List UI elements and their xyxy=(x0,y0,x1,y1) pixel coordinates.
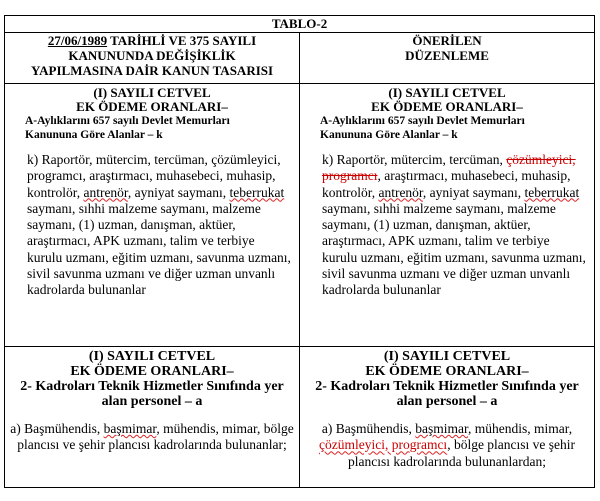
left-cell-section2 xyxy=(5,347,300,488)
section2-left-body: a) Başmühendis, başmimar, mühendis, mimar, bölge plancısı ve şehir plancısı kadrolarında bulunanlar; xyxy=(10,421,294,453)
section2-sub2: alan personel – a xyxy=(396,394,498,409)
section1-sub2: Kanununa Göre Alanlar – k xyxy=(25,129,163,141)
left-cell-section1 xyxy=(5,84,300,347)
section2-sub1: 2- Kadroları Teknik Hizmetler Sınıfında yer xyxy=(20,379,284,394)
left-header-line3: YAPILMASINA DAİR KANUN TASARISI xyxy=(30,63,274,78)
section2-sub1: 2- Kadroları Teknik Hizmetler Sınıfında yer xyxy=(315,379,579,394)
section2-subheading: EK ÖDEME ORANLARI– xyxy=(70,364,234,379)
section1-heading: (I) SAYILI CETVEL xyxy=(388,85,506,100)
spell-marked-word: başmimar xyxy=(103,421,157,436)
right-cell-section1 xyxy=(300,84,595,347)
section1-subheading: EK ÖDEME ORANLARI– xyxy=(371,99,523,114)
left-header-line2: KANUNUNDA DEĞİŞİKLİK xyxy=(68,48,236,63)
left-header-line1: 27/06/1989 TARİHLİ VE 375 SAYILI xyxy=(47,33,257,48)
deleted-text: çözümleyici, programcı xyxy=(322,152,576,184)
comparison-table xyxy=(4,15,595,488)
right-header-line2: DÜZENLEME xyxy=(405,48,489,63)
section2-heading: (I) SAYILI CETVEL xyxy=(383,349,511,364)
spell-marked-word: teberrukat xyxy=(229,184,285,200)
table-title: TABLO-2 xyxy=(5,16,595,33)
section1-heading: (I) SAYILI CETVEL xyxy=(93,85,211,100)
spell-marked-word: başmimar xyxy=(415,421,468,436)
right-cell-section2 xyxy=(300,347,595,488)
spell-marked-word: antrenör xyxy=(378,184,423,200)
section1-left-body: k) Raportör, mütercim, tercüman, çözümleyici, programcı, araştırmacı, muhasebeci, muhasip, kontrolör, antrenör, ayniyat saymanı, teberrukat saymanı, sıhhi malzeme saymanı, malzeme saymanı, (1) uzman, danışman, aktüer, araştırmacı, APK uzmanı, talim ve terbiye kurulu uzmanı, eğitim uzmanı, savunma uzmanı, sivil savunma uzmanı ve diğer uzman unvanlı kadrolarda bulunanlar xyxy=(27,152,291,298)
right-header-line1: ÖNERİLEN xyxy=(412,33,482,48)
added-text: çözümleyici, programcı xyxy=(318,437,448,453)
section2-right-body: a) Başmühendis, başmimar, mühendis, mimar, çözümleyici, programcı, bölge plancısı ve şehir plancısı kadrolarında bulunanlardan; xyxy=(318,421,576,469)
section2-heading: (I) SAYILI CETVEL xyxy=(88,349,216,364)
spell-marked-word: antrenör xyxy=(83,184,128,200)
law-date: 27/06/1989 xyxy=(47,33,108,48)
section1-subheading: EK ÖDEME ORANLARI– xyxy=(76,99,228,114)
section2-subheading: EK ÖDEME ORANLARI– xyxy=(365,364,529,379)
section1-right-body: k) Raportör, mütercim, tercüman, çözümleyici, programcı, araştırmacı, muhasebeci, muhasip, kontrolör, antrenör, ayniyat saymanı, teberrukat saymanı, sıhhi malzeme saymanı, malzeme saymanı, (1) uzman, danışman, aktüer, araştırmacı, APK uzmanı, talim ve terbiye kurulu uzmanı, eğitim uzmanı, savunma uzmanı, sivil savunma uzmanı ve diğer uzman unvanlı kadrolarda bulunanlar xyxy=(322,152,586,298)
right-column-header xyxy=(300,33,595,84)
section1-sub1: A-Aylıklarını 657 sayılı Devlet Memurları xyxy=(25,115,230,127)
left-column-header xyxy=(5,33,300,84)
section2-sub2: alan personel – a xyxy=(101,394,203,409)
section1-sub2: Kanununa Göre Alanlar – k xyxy=(320,129,458,141)
section1-sub1: A-Aylıklarını 657 sayılı Devlet Memurları xyxy=(320,115,525,127)
spell-marked-word: teberrukat xyxy=(524,184,580,200)
